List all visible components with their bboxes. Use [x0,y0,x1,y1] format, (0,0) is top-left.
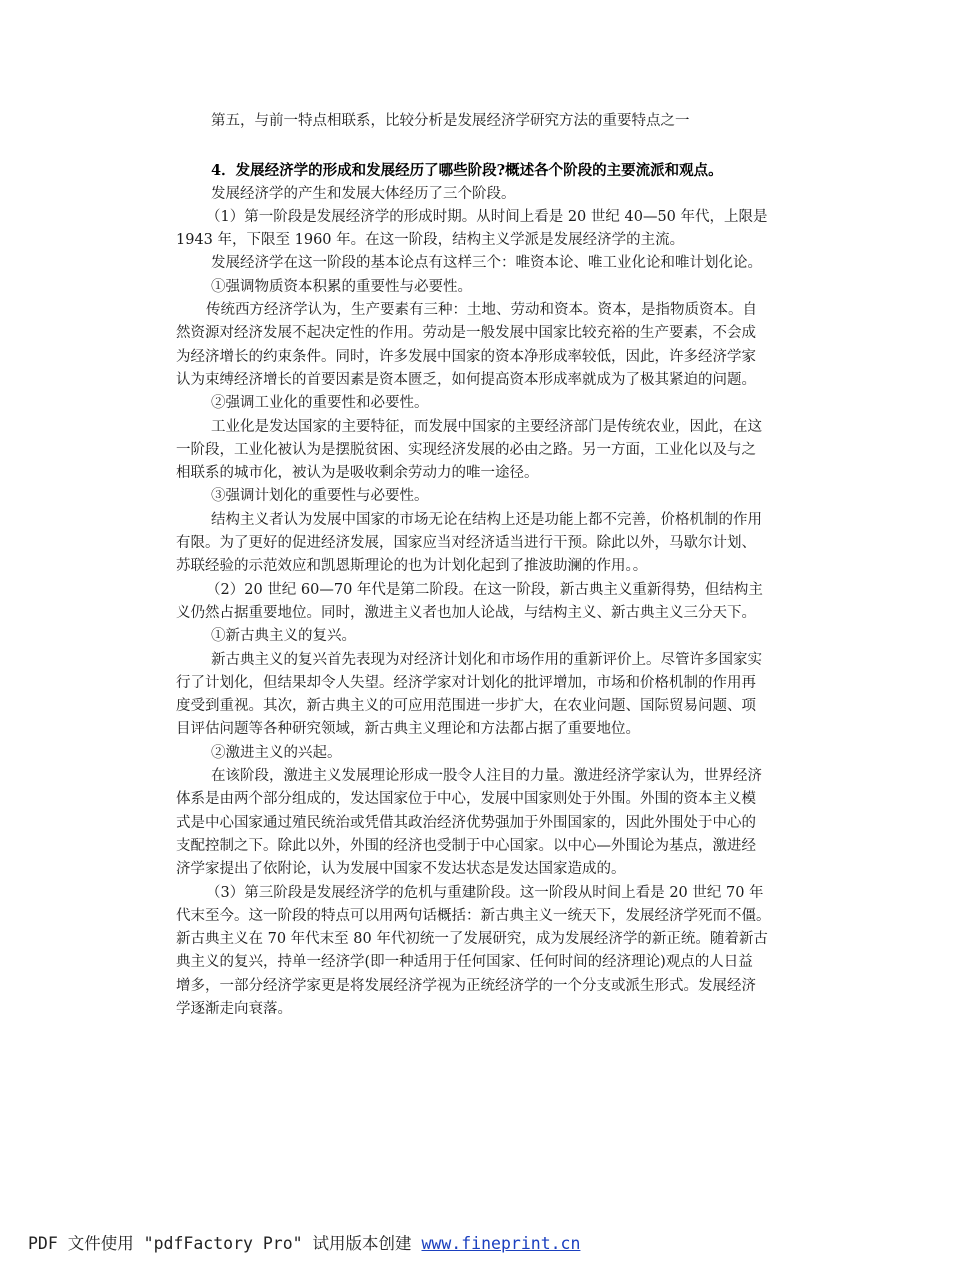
paragraph-line: 发展经济学的产生和发展大体经历了三个阶段。 [211,185,516,202]
subheading-planning: ③强调计划化的重要性与必要性。 [211,488,429,505]
question-heading: 4．发展经济学的形成和发展经历了哪些阶段?概述各个阶段的主要流派和观点。 [211,162,723,180]
paragraph-line: 传统西方经济学认为，生产要素有三种：土地、劳动和资本。资本，是指物质资本。自 [206,302,757,319]
paragraph-line: 相联系的城市化，被认为是吸收剩余劳动力的唯一途径。 [176,465,539,482]
paragraph-line: 行了计划化，但结果却令人失望。经济学家对计划化的批评增加，市场和价格机制的作用再 [176,674,756,691]
paragraph-line: 体系是由两个部分组成的，发达国家位于中心，发展中国家则处于外围。外围的资本主义模 [176,791,756,808]
paragraph-line: 度受到重视。其次，新古典主义的可应用范围进一步扩大，在农业问题、国际贸易问题、项 [176,698,756,715]
fineprint-link[interactable]: www.fineprint.cn [421,1234,581,1253]
paragraph-line: 代末至今。这一阶段的特点可以用两句话概括：新古典主义一统天下，发展经济学死而不僵。 [176,907,771,924]
subheading-radicalism: ②激进主义的兴起。 [211,744,342,761]
document-body [176,110,808,1021]
paragraph-line: 新古典主义的复兴首先表现为对经济计划化和市场作用的重新评价上。尽管许多国家实 [211,651,762,668]
paragraph-line: 有限。为了更好的促进经济发展，国家应当对经济适当进行干预。除此以外，马歇尔计划、 [176,535,756,552]
stage-three-line: （3）第三阶段是发展经济学的危机与重建阶段。这一阶段从时间上看是 20 世纪 70 年 [206,884,764,901]
paragraph-line: 苏联经验的示范效应和凯恩斯理论的也为计划化起到了推波助澜的作用。。 [176,558,648,575]
stage-two-line: （2）20 世纪 60—70 年代是第二阶段。在这一阶段，新古典主义重新得势，但结构主 [206,581,763,598]
paragraph-line: 一阶段，工业化被认为是摆脱贫困、实现经济发展的必由之路。另一方面，工业化以及与之 [176,441,756,458]
paragraph-line: 支配控制之下。除此以外，外围的经济也受制于中心国家。以中心—外围论为基点，激进经 [176,837,756,854]
paragraph-line: 1943 年，下限至 1960 年。在这一阶段，结构主义学派是发展经济学的主流。 [176,232,685,249]
paragraph-line: 为经济增长的约束条件。同时，许多发展中国家的资本净形成率较低，因此，许多经济学家 [176,348,756,365]
subheading-neoclassical: ①新古典主义的复兴。 [211,628,356,645]
pdf-footer [28,1230,728,1254]
paragraph-line: 式是中心国家通过殖民统治或凭借其政治经济优势强加于外围国家的，因此外围处于中心的 [176,814,756,831]
paragraph-line: 目评估问题等各种研究领域，新古典主义理论和方法都占据了重要地位。 [176,721,640,738]
paragraph-line: 在该阶段，激进主义发展理论形成一股令人注目的力量。激进经济学家认为，世界经济 [211,768,762,785]
paragraph-line: 济学家提出了依附论，认为发展中国家不发达状态是发达国家造成的。 [176,861,626,878]
stage-one-line: （1）第一阶段是发展经济学的形成时期。从时间上看是 20 世纪 40—50 年代，上限是 [206,208,768,225]
paragraph-line: 义仍然占据重要地位。同时，激进主义者也加人论战，与结构主义、新古典主义三分天下。 [176,604,756,621]
footer-text: PDF 文件使用 "pdfFactory Pro" 试用版本创建 [28,1234,422,1253]
paragraph-line: 发展经济学在这一阶段的基本论点有这样三个：唯资本论、唯工业化论和唯计划化论。 [211,255,762,272]
paragraph-line: 增多，一部分经济学家更是将发展经济学视为正统经济学的一个分支或派生形式。发展经济 [176,977,756,994]
paragraph-line: 结构主义者认为发展中国家的市场无论在结构上还是功能上都不完善，价格机制的作用 [211,511,762,528]
paragraph-line: 第五，与前一特点相联系，比较分析是发展经济学研究方法的重要特点之一 [211,113,690,129]
paragraph-line: 新古典主义在 70 年代末至 80 年代初统一了发展研究，成为发展经济学的新正统。随着新古 [176,931,768,948]
paragraph-line: 然资源对经济发展不起决定性的作用。劳动是一般发展中国家比较充裕的生产要素，不会成 [176,325,756,342]
paragraph-line: 工业化是发达国家的主要特征，而发展中国家的主要经济部门是传统农业，因此，在这 [211,418,762,435]
paragraph-line: 认为束缚经济增长的首要因素是资本匮乏，如何提高资本形成率就成为了极其紧迫的问题。 [176,371,756,388]
subheading-capital: ①强调物质资本积累的重要性与必要性。 [211,278,472,295]
subheading-industrialization: ②强调工业化的重要性和必要性。 [211,395,429,412]
paragraph-line: 学逐渐走向衰落。 [176,1000,292,1017]
paragraph-line: 典主义的复兴，持单一经济学(即一种适用于任何国家、任何时间的经济理论)观点的人日益 [176,954,753,971]
